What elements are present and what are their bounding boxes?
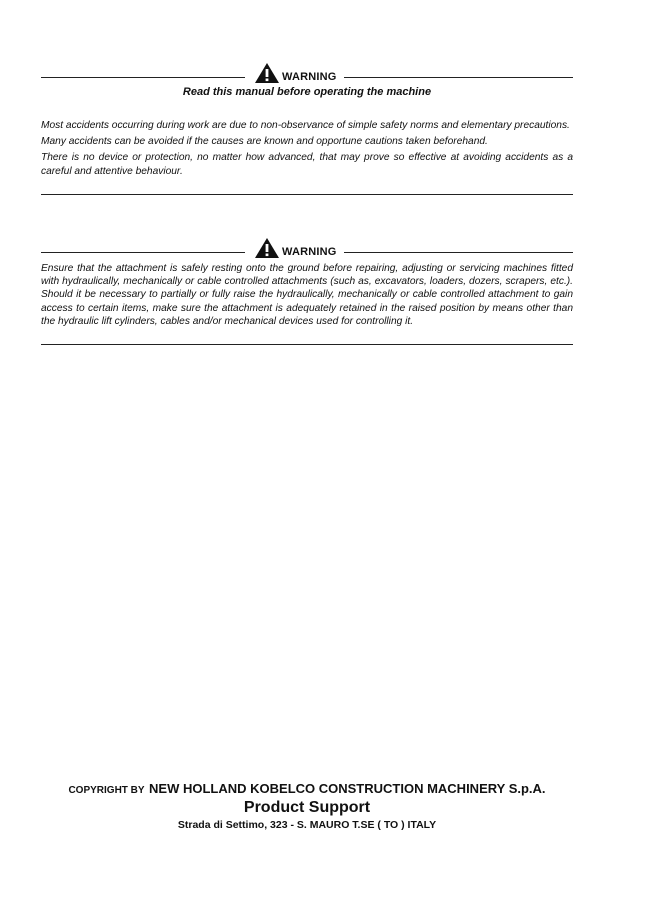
warning-1-paragraph: There is no device or protection, no matter how advanced, that may prove so effective at avoiding accidents as a careful and attentive behaviour. [41, 152, 573, 177]
footer-address: Strada di Settimo, 323 - S. MAURO T.SE ( TO ) ITALY [177, 819, 437, 831]
warning-label: WARNING [282, 246, 337, 258]
warning-1-body [41, 119, 573, 181]
warning-icon [254, 62, 280, 84]
warning-2-bottom-divider [41, 344, 573, 345]
warning-2-paragraph: Ensure that the attachment is safely resting onto the ground before repairing, adjusting or servicing machines fitted with hydraulically, mechanically or cable controlled attachments (such as, excavators, loaders, dozers, scrapers, etc.). Should it be necessary to partially or fully raise the hydraulically, mechanically or cable controlled attachment to gain access to certain items, make sure the attachment is adequately retained in the raised position by means other than the hydraulic lift cylinders, cables and/or mechanical devices used for controlling it. [41, 263, 573, 327]
company-name: NEW HOLLAND KOBELCO CONSTRUCTION MACHINERY S.p.A. [149, 781, 546, 796]
warning-1-bottom-divider [41, 194, 573, 195]
warning-1-paragraph: Most accidents occurring during work are due to non-observance of simple safety norms and elementary precautions. [41, 120, 570, 131]
divider [344, 77, 573, 78]
warning-2-body [41, 262, 573, 331]
warning-1-paragraph: Many accidents can be avoided if the causes are known and opportune cautions taken beforehand. [41, 136, 488, 148]
divider [41, 252, 245, 253]
warning-label: WARNING [282, 71, 337, 83]
footer-department: Product Support [243, 799, 371, 816]
warning-subtitle: Read this manual before operating the machine [182, 86, 432, 98]
divider [41, 77, 245, 78]
copyright-prefix: COPYRIGHT BY [68, 785, 145, 796]
warning-header-1 [41, 62, 573, 86]
warning-header-2 [41, 237, 573, 261]
footer-copyright [0, 780, 614, 800]
divider [344, 252, 573, 253]
warning-icon [254, 237, 280, 259]
